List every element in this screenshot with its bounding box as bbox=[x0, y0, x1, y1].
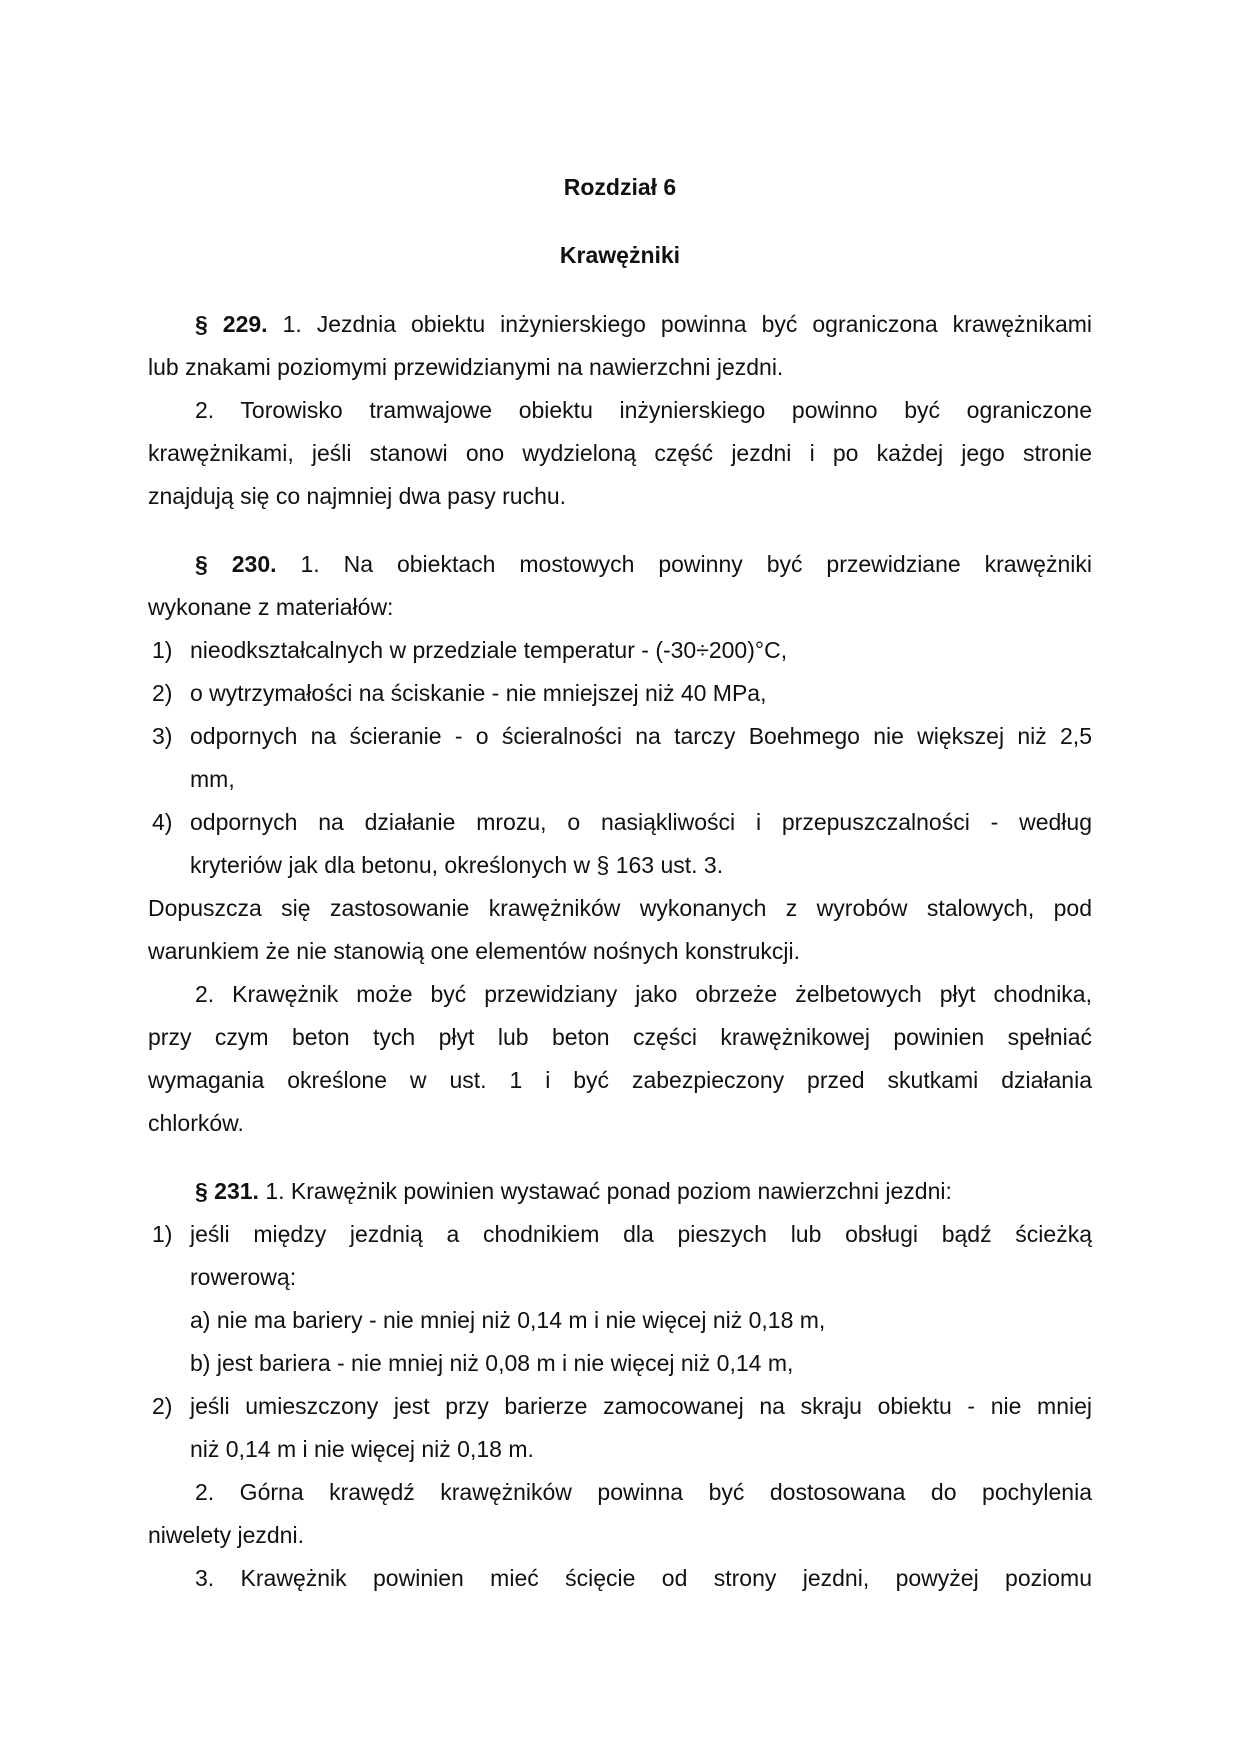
paragraph-230-line-2: wykonane z materiałów: bbox=[148, 594, 394, 620]
paragraph-230-text-1: 1. Na obiektach mostowych powinny być przewidziane krawężniki bbox=[300, 551, 1092, 577]
paragraph-230-line-6: przy czym beton tych płyt lub beton części krawężnikowej powinien spełniać bbox=[148, 1024, 1092, 1050]
paragraph-230-line-4: warunkiem że nie stanowią one elementów nośnych konstrukcji. bbox=[148, 938, 800, 964]
list-item-text: jeśli między jezdnią a chodnikiem dla pieszych lub obsługi bądź ścieżką bbox=[190, 1221, 1092, 1247]
paragraph-229-line-5: znajdują się co najmniej dwa pasy ruchu. bbox=[148, 483, 567, 509]
paragraph-231-line-4: 3. Krawężnik powinien mieć ścięcie od strony jezdni, powyżej poziomu bbox=[195, 1565, 1092, 1591]
paragraph-229-line-4: krawężnikami, jeśli stanowi ono wydzieloną część jezdni i po każdej jego stronie bbox=[148, 440, 1092, 466]
chapter-title: Rozdział 6 bbox=[563, 174, 677, 200]
paragraph-229-text-1: 1. Jezdnia obiektu inżynierskiego powinna być ograniczona krawężnikami bbox=[282, 311, 1093, 337]
paragraph-229-line-2: lub znakami poziomymi przewidzianymi na nawierzchni jezdni. bbox=[148, 354, 784, 380]
paragraph-230-line-1 bbox=[195, 549, 1092, 579]
paragraph-231-text-1: 1. Krawężnik powinien wystawać ponad poziom nawierzchni jezdni: bbox=[265, 1178, 952, 1204]
list-item-text: odpornych na działanie mrozu, o nasiąkliwości i przepuszczalności - według bbox=[190, 809, 1092, 835]
paragraph-229-line-1 bbox=[195, 309, 1092, 339]
list-item-text: o wytrzymałości na ściskanie - nie mniejszej niż 40 MPa, bbox=[190, 680, 767, 706]
sub-item-b: b) jest bariera - nie mniej niż 0,08 m i nie więcej niż 0,14 m, bbox=[190, 1350, 794, 1376]
list-item-text: odpornych na ścieranie - o ścieralności na tarczy Boehmego nie większej niż 2,5 bbox=[190, 723, 1092, 749]
list-item-text-continued: mm, bbox=[190, 766, 235, 792]
list-item-text-continued: rowerową: bbox=[190, 1264, 297, 1290]
list-item-text: nieodkształcalnych w przedziale temperatur - (-30÷200)°C, bbox=[190, 637, 788, 663]
paragraph-229-line-3: 2. Torowisko tramwajowe obiektu inżynierskiego powinno być ograniczone bbox=[195, 397, 1092, 423]
list-item-number: 2) bbox=[152, 680, 173, 706]
paragraph-230-line-3: Dopuszcza się zastosowanie krawężników wykonanych z wyrobów stalowych, pod bbox=[148, 895, 1092, 921]
sub-item-a: a) nie ma bariery - nie mniej niż 0,14 m i nie więcej niż 0,18 m, bbox=[190, 1307, 826, 1333]
section-title: Krawężniki bbox=[559, 242, 681, 268]
list-item-text-continued: niż 0,14 m i nie więcej niż 0,18 m. bbox=[190, 1436, 534, 1462]
paragraph-mark-230: § 230. bbox=[195, 551, 277, 577]
list-item-text-continued: kryteriów jak dla betonu, określonych w § 163 ust. 3. bbox=[190, 852, 724, 878]
paragraph-231-line-1 bbox=[195, 1176, 952, 1206]
paragraph-230-line-5: 2. Krawężnik może być przewidziany jako obrzeże żelbetowych płyt chodnika, bbox=[195, 981, 1092, 1007]
paragraph-231-line-3: niwelety jezdni. bbox=[148, 1522, 304, 1548]
paragraph-230-line-8: chlorków. bbox=[148, 1110, 244, 1136]
paragraph-231-line-2: 2. Górna krawędź krawężników powinna być dostosowana do pochylenia bbox=[195, 1479, 1092, 1505]
list-item-text: jeśli umieszczony jest przy barierze zamocowanej na skraju obiektu - nie mniej bbox=[190, 1393, 1092, 1419]
list-item-number: 1) bbox=[152, 637, 173, 663]
paragraph-230-line-7: wymagania określone w ust. 1 i być zabezpieczony przed skutkami działania bbox=[148, 1067, 1092, 1093]
list-item-number: 3) bbox=[152, 723, 173, 749]
paragraph-mark-229: § 229. bbox=[195, 311, 268, 337]
list-item-number: 1) bbox=[152, 1221, 173, 1247]
list-item-number: 4) bbox=[152, 809, 173, 835]
paragraph-mark-231: § 231. bbox=[195, 1178, 259, 1204]
list-item-number: 2) bbox=[152, 1393, 173, 1419]
